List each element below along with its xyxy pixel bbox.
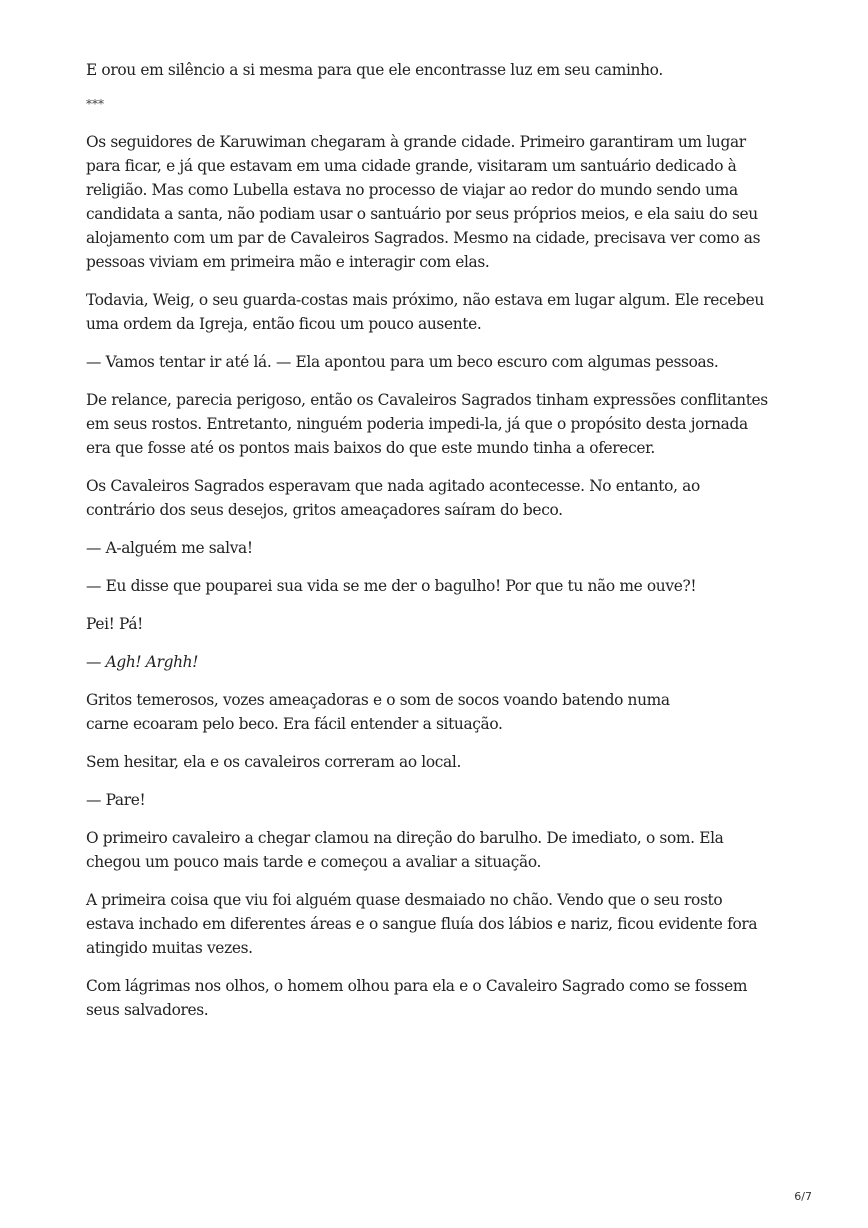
- paragraph: O primeiro cavaleiro a chegar clamou na direção do barulho. De imediato, o som. Ela chegou um pouco mais tarde e começou a avaliar a situação.: [86, 829, 724, 871]
- dialogue-dash: —: [86, 653, 106, 671]
- paragraph: Sem hesitar, ela e os cavaleiros correram ao local.: [86, 753, 461, 771]
- paragraph: De relance, parecia perigoso, então os Cavaleiros Sagrados tinham expressões conflitantes em seus rostos. Entretanto, ninguém poderia impedi-la, já que o propósito desta jornada era que fosse até os pontos mais baixos do que este mundo tinha a oferecer.: [86, 391, 768, 457]
- italic-exclamation: Agh! Arghh!: [105, 653, 199, 671]
- dialogue-line: — Eu disse que pouparei sua vida se me der o bagulho! Por que tu não me ouve?!: [86, 577, 697, 595]
- paragraph: E orou em silêncio a si mesma para que ele encontrasse luz em seu caminho.: [86, 61, 663, 79]
- dialogue-line: — Vamos tentar ir até lá. — Ela apontou para um beco escuro com algumas pessoas.: [86, 353, 719, 371]
- paragraph: Os Cavaleiros Sagrados esperavam que nada agitado acontecesse. No entanto, ao contrário dos seus desejos, gritos ameaçadores saíram do beco.: [86, 477, 700, 519]
- dialogue-line: — A-alguém me salva!: [86, 539, 253, 557]
- dialogue-line: [86, 650, 786, 674]
- paragraph: Os seguidores de Karuwiman chegaram à grande cidade. Primeiro garantiram um lugar para ficar, e já que estavam em uma cidade grande, visitaram um santuário dedicado à religião. Mas como Lubella estava no processo de viajar ao redor do mundo sendo uma candidata a santa, não podiam usar o santuário por seus próprios meios, e ela saiu do seu alojamento com um par de Cavaleiros Sagrados. Mesmo na cidade, precisava ver como as pessoas viviam em primeira mão e interagir com elas.: [86, 133, 761, 271]
- dialogue-line: — Pare!: [86, 791, 146, 809]
- paragraph: Gritos temerosos, vozes ameaçadoras e o som de socos voando batendo numa carne ecoaram pelo beco. Era fácil entender a situação.: [86, 691, 670, 733]
- sound-effect-line: Pei! Pá!: [86, 615, 143, 633]
- section-separator: ***: [86, 97, 104, 111]
- paragraph: A primeira coisa que viu foi alguém quase desmaiado no chão. Vendo que o seu rosto estava inchado em diferentes áreas e o sangue fluía dos lábios e nariz, ficou evidente fora atingido muitas vezes.: [86, 891, 758, 957]
- paragraph: Todavia, Weig, o seu guarda-costas mais próximo, não estava em lugar algum. Ele recebeu uma ordem da Igreja, então ficou um pouco ausente.: [86, 291, 764, 333]
- paragraph: Com lágrimas nos olhos, o homem olhou para ela e o Cavaleiro Sagrado como se fossem seus salvadores.: [86, 977, 748, 1019]
- document-body: [86, 58, 786, 1036]
- page-number: 6/7: [794, 1190, 812, 1203]
